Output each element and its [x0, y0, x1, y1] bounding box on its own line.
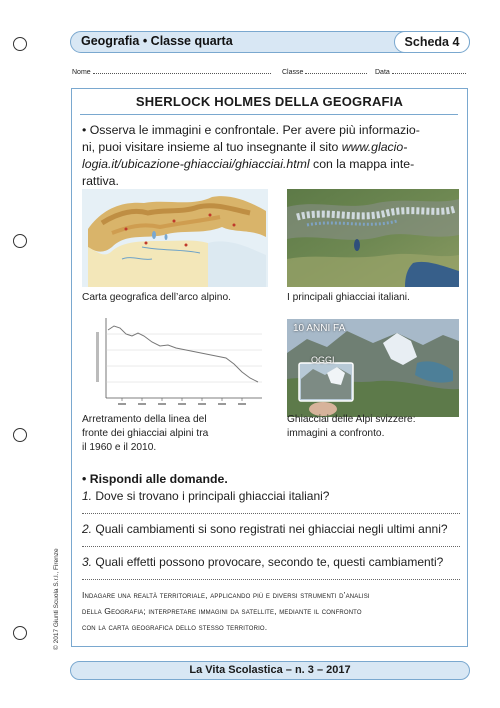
intro-line-1: • Osserva le immagini e confrontale. Per avere più informazio-	[82, 123, 420, 137]
goal-line-3: con la carta geografica dello stesso territorio.	[82, 622, 268, 632]
photo-label-past: 10 ANNI FA	[293, 323, 346, 334]
goal-line-1: Indagare una realtà territoriale, applicando più e diversi strumenti d’analisi	[82, 590, 370, 600]
worksheet-box	[71, 88, 468, 647]
question-1	[82, 489, 329, 503]
learning-goal	[82, 587, 462, 635]
binder-hole-2	[13, 234, 27, 248]
question-2	[82, 522, 448, 536]
site-link-part-2[interactable]: logia.it/ubicazione-ghiacciai/ghiacciai.html	[82, 157, 310, 171]
nome-field[interactable]	[93, 67, 271, 74]
graph-caption-line-1: Arretramento della linea del	[82, 414, 207, 425]
intro-line-5: rattiva.	[82, 174, 119, 188]
graph-caption-line-2: fronte dei ghiacciai alpini tra	[82, 428, 209, 439]
photo-caption-line-2: immagini a confronto.	[287, 428, 385, 439]
photo-label-now: OGGI	[311, 355, 335, 365]
title-divider	[80, 114, 458, 115]
binder-hole-3	[13, 428, 27, 442]
page-header	[70, 31, 470, 53]
answer-line-3[interactable]	[82, 579, 460, 580]
graph-caption	[82, 413, 208, 455]
graph-caption-line-3: il 1960 e il 2010.	[82, 442, 157, 453]
header-title: Geografia • Classe quarta	[81, 34, 233, 48]
classe-label: Classe	[282, 69, 304, 76]
intro-line-2: ni, puoi visitare insieme al tuo insegnante il sito	[82, 140, 339, 154]
satellite-caption: I principali ghiacciai italiani.	[287, 292, 410, 303]
answer-line-2[interactable]	[82, 546, 460, 547]
answer-line-1[interactable]	[82, 513, 460, 514]
goal-line-2: della Geografia; interpretare immagini da satellite, mediante il confronto	[82, 606, 362, 616]
glacier-retreat-graph	[82, 312, 268, 410]
question-3-number: 3.	[82, 555, 93, 569]
question-1-number: 1.	[82, 489, 93, 503]
satellite-image	[287, 189, 459, 287]
photo-caption	[287, 413, 416, 441]
swiss-glaciers-photo	[287, 319, 459, 417]
questions-title: • Rispondi alle domande.	[82, 472, 228, 486]
question-3-text: Quali effetti possono provocare, secondo te, questi cambiamenti?	[95, 555, 444, 569]
binder-hole-4	[13, 626, 27, 640]
nome-label: Nome	[72, 69, 91, 76]
binder-hole-1	[13, 37, 27, 51]
question-2-text: Quali cambiamenti si sono registrati nei ghiacciai negli ultimi anni?	[95, 522, 448, 536]
map-caption: Carta geografica dell’arco alpino.	[82, 292, 231, 303]
question-1-text: Dove si trovano i principali ghiacciai italiani?	[95, 489, 330, 503]
alps-map-image	[82, 189, 268, 287]
worksheet-title: SHERLOCK HOLMES DELLA GEOGRAFIA	[135, 94, 404, 109]
data-label: Data	[375, 69, 390, 76]
intro-line-4: con la mappa inte-	[313, 157, 415, 171]
copyright-notice: © 2017 Giunti Scuola S.r.l., Firenze	[53, 548, 60, 650]
site-link-part-1[interactable]: www.glacio-	[341, 140, 408, 154]
classe-field[interactable]	[305, 67, 367, 74]
page-footer: La Vita Scolastica – n. 3 – 2017	[70, 661, 470, 680]
photo-caption-line-1: Ghiacciai delle Alpi svizzere:	[287, 414, 416, 425]
scheda-tab: Scheda 4	[394, 31, 470, 53]
data-field[interactable]	[392, 67, 466, 74]
intro-text	[82, 122, 460, 190]
question-2-number: 2.	[82, 522, 93, 536]
question-3	[82, 555, 443, 569]
